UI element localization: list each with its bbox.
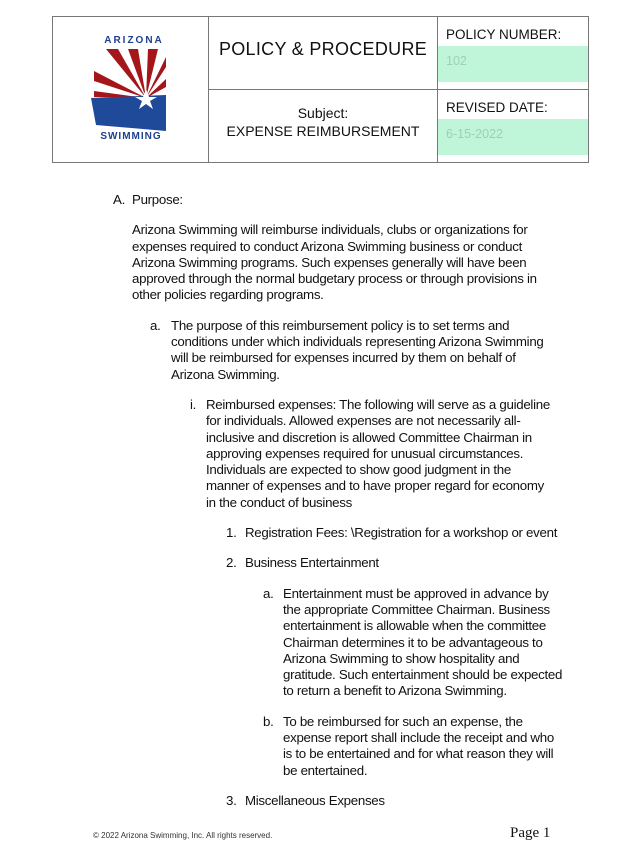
item-a-text: The purpose of this reimbursement policy is to set terms and conditions under which individuals representing Arizona Swimming will be reimbursed for expenses incurred by them on behalf of Arizona Swimming.: [171, 317, 544, 382]
title-cell: [209, 17, 438, 90]
item-2a-text: Entertainment must be approved in advance by the appropriate Committee Chairman. Business entertainment is allowable when the committee Chairman determines it to be advantageous to Arizona Swimming to show hospitality and gratitude. Such entertainment should be expected to return a benefit to Arizona Swimming.: [283, 585, 563, 699]
policy-number-field[interactable]: 102: [438, 46, 588, 82]
item-a-marker: a.: [150, 317, 161, 333]
section-a-paragraph: Arizona Swimming will reimburse individuals, clubs or organizations for expenses required to conduct Arizona Swimming business or conduct Arizona Swimming programs. Such expenses generally will have been approved through the normal budgetary process or through provisions in other policies regarding programs.: [132, 222, 537, 303]
document-title: POLICY & PROCEDURE: [218, 39, 428, 59]
footer-copyright: © 2022 Arizona Swimming, Inc. All rights reserved.: [93, 831, 273, 841]
item-2a-marker: a.: [263, 585, 274, 601]
arizona-swimming-logo: [86, 33, 176, 141]
section-a-title: Purpose:: [132, 192, 183, 207]
section-a-heading: [113, 192, 640, 208]
revised-date-label: REVISED DATE:: [446, 100, 548, 115]
item-2-text: Business Entertainment: [245, 555, 379, 571]
svg-text:ARIZONA: ARIZONA: [103, 35, 164, 46]
item-3-text: Miscellaneous Expenses: [245, 792, 385, 808]
revised-date-cell: [438, 90, 589, 163]
item-i: [190, 397, 640, 511]
subject-cell: [209, 90, 438, 163]
policy-number-label: POLICY NUMBER:: [446, 27, 562, 42]
item-1: [226, 525, 640, 541]
item-2a: [263, 586, 640, 700]
item-3: [226, 793, 640, 809]
item-2-marker: 2.: [226, 555, 237, 571]
item-3-marker: 3.: [226, 792, 237, 808]
policy-header-table: [52, 16, 589, 163]
section-a-marker: A.: [113, 192, 125, 207]
subject-value: EXPENSE REIMBURSEMENT: [226, 123, 420, 139]
revised-date-field[interactable]: 6-15-2022: [438, 119, 588, 155]
item-i-text: Reimbursed expenses: The following will serve as a guideline for individuals. Allowed expenses are not necessarily all-inclusive and discretion is allowed Committee Chairman in approving expenses required for unusual circumstances. Individuals are expected to show good judgment in the manner of expenses and to have proper regard for economy in the conduct of business: [206, 396, 550, 510]
item-2b: [263, 714, 640, 779]
subject-label: Subject:: [297, 105, 349, 121]
item-2b-text: To be reimbursed for such an expense, the expense report shall include the receipt and who is to be entertained and for what reason they will be entertained.: [283, 713, 554, 778]
page-number: Page 1: [510, 825, 551, 842]
item-2b-marker: b.: [263, 713, 274, 729]
item-a: [150, 318, 640, 383]
item-1-text: Registration Fees: \Registration for a workshop or event: [245, 525, 558, 541]
item-1-marker: 1.: [226, 525, 237, 541]
item-i-marker: i.: [190, 396, 197, 412]
policy-body: [0, 192, 640, 809]
policy-number-cell: [438, 17, 589, 90]
svg-text:SWIMMING: SWIMMING: [99, 131, 162, 141]
item-2: [226, 555, 640, 571]
logo-cell: [53, 17, 209, 163]
